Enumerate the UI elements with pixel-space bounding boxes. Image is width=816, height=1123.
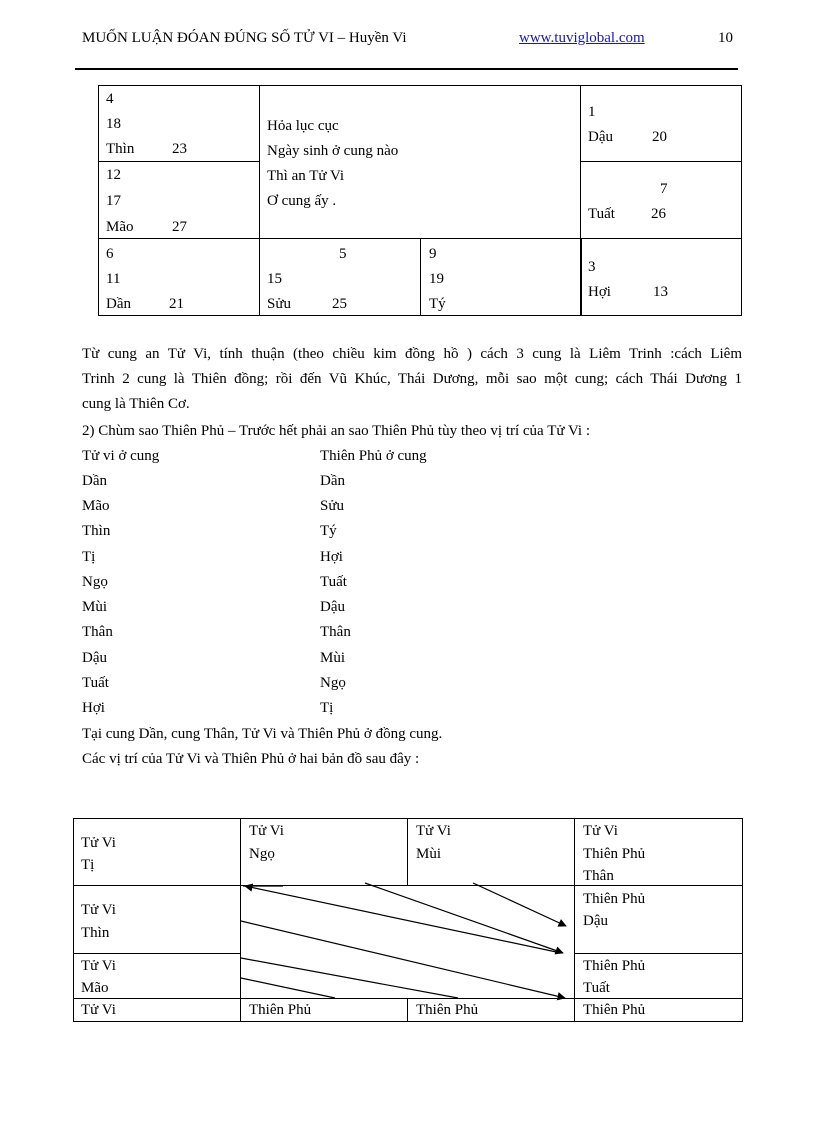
- map-cell-label: Tử Vi: [81, 835, 116, 851]
- map-cell-label: Tử Vi: [81, 902, 116, 918]
- center-line: Hỏa lục cục: [267, 118, 339, 134]
- cell-number: 15: [267, 271, 282, 287]
- arrow-than-to-dau: [473, 883, 566, 926]
- cell-number: 12: [106, 167, 121, 183]
- map-cell-label: Thiên Phủ: [249, 1002, 312, 1018]
- map-cell-branch: Dậu: [583, 913, 608, 929]
- center-line: Ơ cung ấy .: [267, 193, 337, 209]
- map-cell-label: Thiên Phủ: [416, 1002, 479, 1018]
- map-cell-branch: Mão: [81, 980, 109, 996]
- cell-number: 1: [588, 104, 596, 120]
- thienphu-position: Sửu: [320, 498, 344, 514]
- cell-branch: Tý: [429, 296, 446, 312]
- section-heading: 2) Chùm sao Thiên Phủ – Trước hết phải an sao Thiên Phủ tùy theo vị trí của Tử Vi :: [82, 423, 590, 439]
- tuvi-position: Tị: [82, 549, 96, 565]
- map-cell-label: Thiên Phủ: [583, 1002, 646, 1018]
- map-cell-label: Thiên Phủ: [583, 846, 646, 862]
- cell-hoi: [580, 238, 742, 316]
- thienphu-position: Mùi: [320, 650, 346, 666]
- cell-number: 4: [106, 91, 114, 107]
- cell-number: 17: [106, 193, 121, 209]
- map-cell-label: Tử Vi: [81, 958, 116, 974]
- cell-tuat: [580, 161, 742, 239]
- center-line: Ngày sinh ở cung nào: [267, 143, 399, 159]
- map-cell-label: Thiên Phủ: [583, 891, 646, 907]
- cell-branch: Hợi: [588, 284, 611, 300]
- cell-number: 7: [660, 181, 668, 197]
- cell-suu: [259, 238, 421, 316]
- cell-branch: Mão: [106, 219, 134, 235]
- cell-number: 21: [169, 296, 184, 312]
- line-mao-to-bottom-2: [241, 978, 335, 998]
- paragraph-line: Trinh 2 cung là Thiên đồng; rồi đến Vũ Khúc, Thái Dương, mỗi sao một cung; cách Thái Dương 1: [82, 371, 742, 387]
- cell-number: 3: [588, 259, 596, 275]
- mapping-arrows: [73, 818, 743, 1022]
- cell-branch: Dần: [106, 296, 131, 312]
- map-cell-label: Tử Vi: [416, 823, 451, 839]
- thienphu-position: Hợi: [320, 549, 343, 565]
- cell-ty: [420, 238, 582, 316]
- map-cell-label: Tử Vi: [583, 823, 618, 839]
- page-header-title: MUỐN LUẬN ĐÓAN ĐÚNG SỐ TỬ VI – Huyền Vi: [82, 30, 407, 46]
- cell-number: 6: [106, 246, 114, 262]
- cell-number: 5: [339, 246, 347, 262]
- cell-center: [259, 85, 581, 239]
- col-header-thienphu: Thiên Phủ ở cung: [320, 448, 427, 464]
- paragraph-line: Từ cung an Tử Vi, tính thuận (theo chiều kim đồng hồ ) cách 3 cung là Liêm Trinh :cách Liêm: [82, 346, 742, 362]
- palace-chart-table: [98, 85, 742, 316]
- position-map-table: [73, 818, 743, 1022]
- map-cell-branch: Mùi: [416, 846, 442, 862]
- tuvi-position: Ngọ: [82, 574, 108, 590]
- tuvi-position: Mùi: [82, 599, 108, 615]
- cell-number: 20: [652, 129, 667, 145]
- thienphu-position: Dậu: [320, 599, 345, 615]
- cell-number: 26: [651, 206, 666, 222]
- page-number: 10: [718, 30, 733, 46]
- cell-thin: [98, 85, 260, 162]
- map-cell-branch: Thìn: [81, 925, 110, 941]
- paragraph-line: cung là Thiên Cơ.: [82, 396, 190, 412]
- cell-mao: [98, 161, 260, 239]
- cell-branch: Dậu: [588, 129, 613, 145]
- thienphu-position: Tị: [320, 700, 334, 716]
- header-rule: [75, 68, 738, 70]
- note-maps: Các vị trí của Tử Vi và Thiên Phủ ở hai bản đồ sau đây :: [82, 751, 420, 767]
- map-cell-label: Tử Vi: [249, 823, 284, 839]
- paragraph-intro: [82, 342, 742, 417]
- map-cell-branch: Tuất: [583, 980, 610, 996]
- cell-number: 13: [653, 284, 668, 300]
- thienphu-position: Thân: [320, 624, 351, 640]
- line-mao-to-bottom-3: [241, 958, 458, 998]
- note-same-palace: Tại cung Dần, cung Thân, Tử Vi và Thiên Phủ ở đồng cung.: [82, 726, 443, 742]
- tuvi-position: Thân: [82, 624, 113, 640]
- cell-number: 9: [429, 246, 437, 262]
- cell-number: 19: [429, 271, 444, 287]
- map-cell-branch: Tị: [81, 857, 95, 873]
- cell-dan: [98, 238, 260, 316]
- cell-number: 27: [172, 219, 187, 235]
- thienphu-position: Tuất: [320, 574, 347, 590]
- cell-branch: Tuất: [588, 206, 615, 222]
- tuvi-position: Dậu: [82, 650, 107, 666]
- tuvi-position: Dần: [82, 473, 107, 489]
- website-link[interactable]: www.tuviglobal.com: [519, 30, 645, 46]
- tuvi-position: Hợi: [82, 700, 105, 716]
- arrow-thin-to-tuat: [241, 921, 565, 998]
- cell-number: 18: [106, 116, 121, 132]
- tuvi-position: Tuất: [82, 675, 109, 691]
- cell-number: 25: [332, 296, 347, 312]
- tuvi-position: Mão: [82, 498, 110, 514]
- tuvi-position: Thìn: [82, 523, 111, 539]
- center-line: Thì an Tử Vi: [267, 168, 345, 184]
- col-header-tuvi: Tử vi ở cung: [82, 448, 160, 464]
- cell-branch: Sửu: [267, 296, 291, 312]
- cell-number: 11: [106, 271, 121, 287]
- cell-branch: Thìn: [106, 141, 135, 157]
- map-cell-branch: Thân: [583, 868, 614, 884]
- map-cell-branch: Ngọ: [249, 846, 275, 862]
- map-cell-label: Tử Vi: [81, 1002, 116, 1018]
- thienphu-position: Ngọ: [320, 675, 346, 691]
- cell-number: 23: [172, 141, 187, 157]
- thienphu-position: Dần: [320, 473, 345, 489]
- map-cell-label: Thiên Phủ: [583, 958, 646, 974]
- thienphu-position: Tý: [320, 523, 337, 539]
- cell-dau: [580, 85, 742, 162]
